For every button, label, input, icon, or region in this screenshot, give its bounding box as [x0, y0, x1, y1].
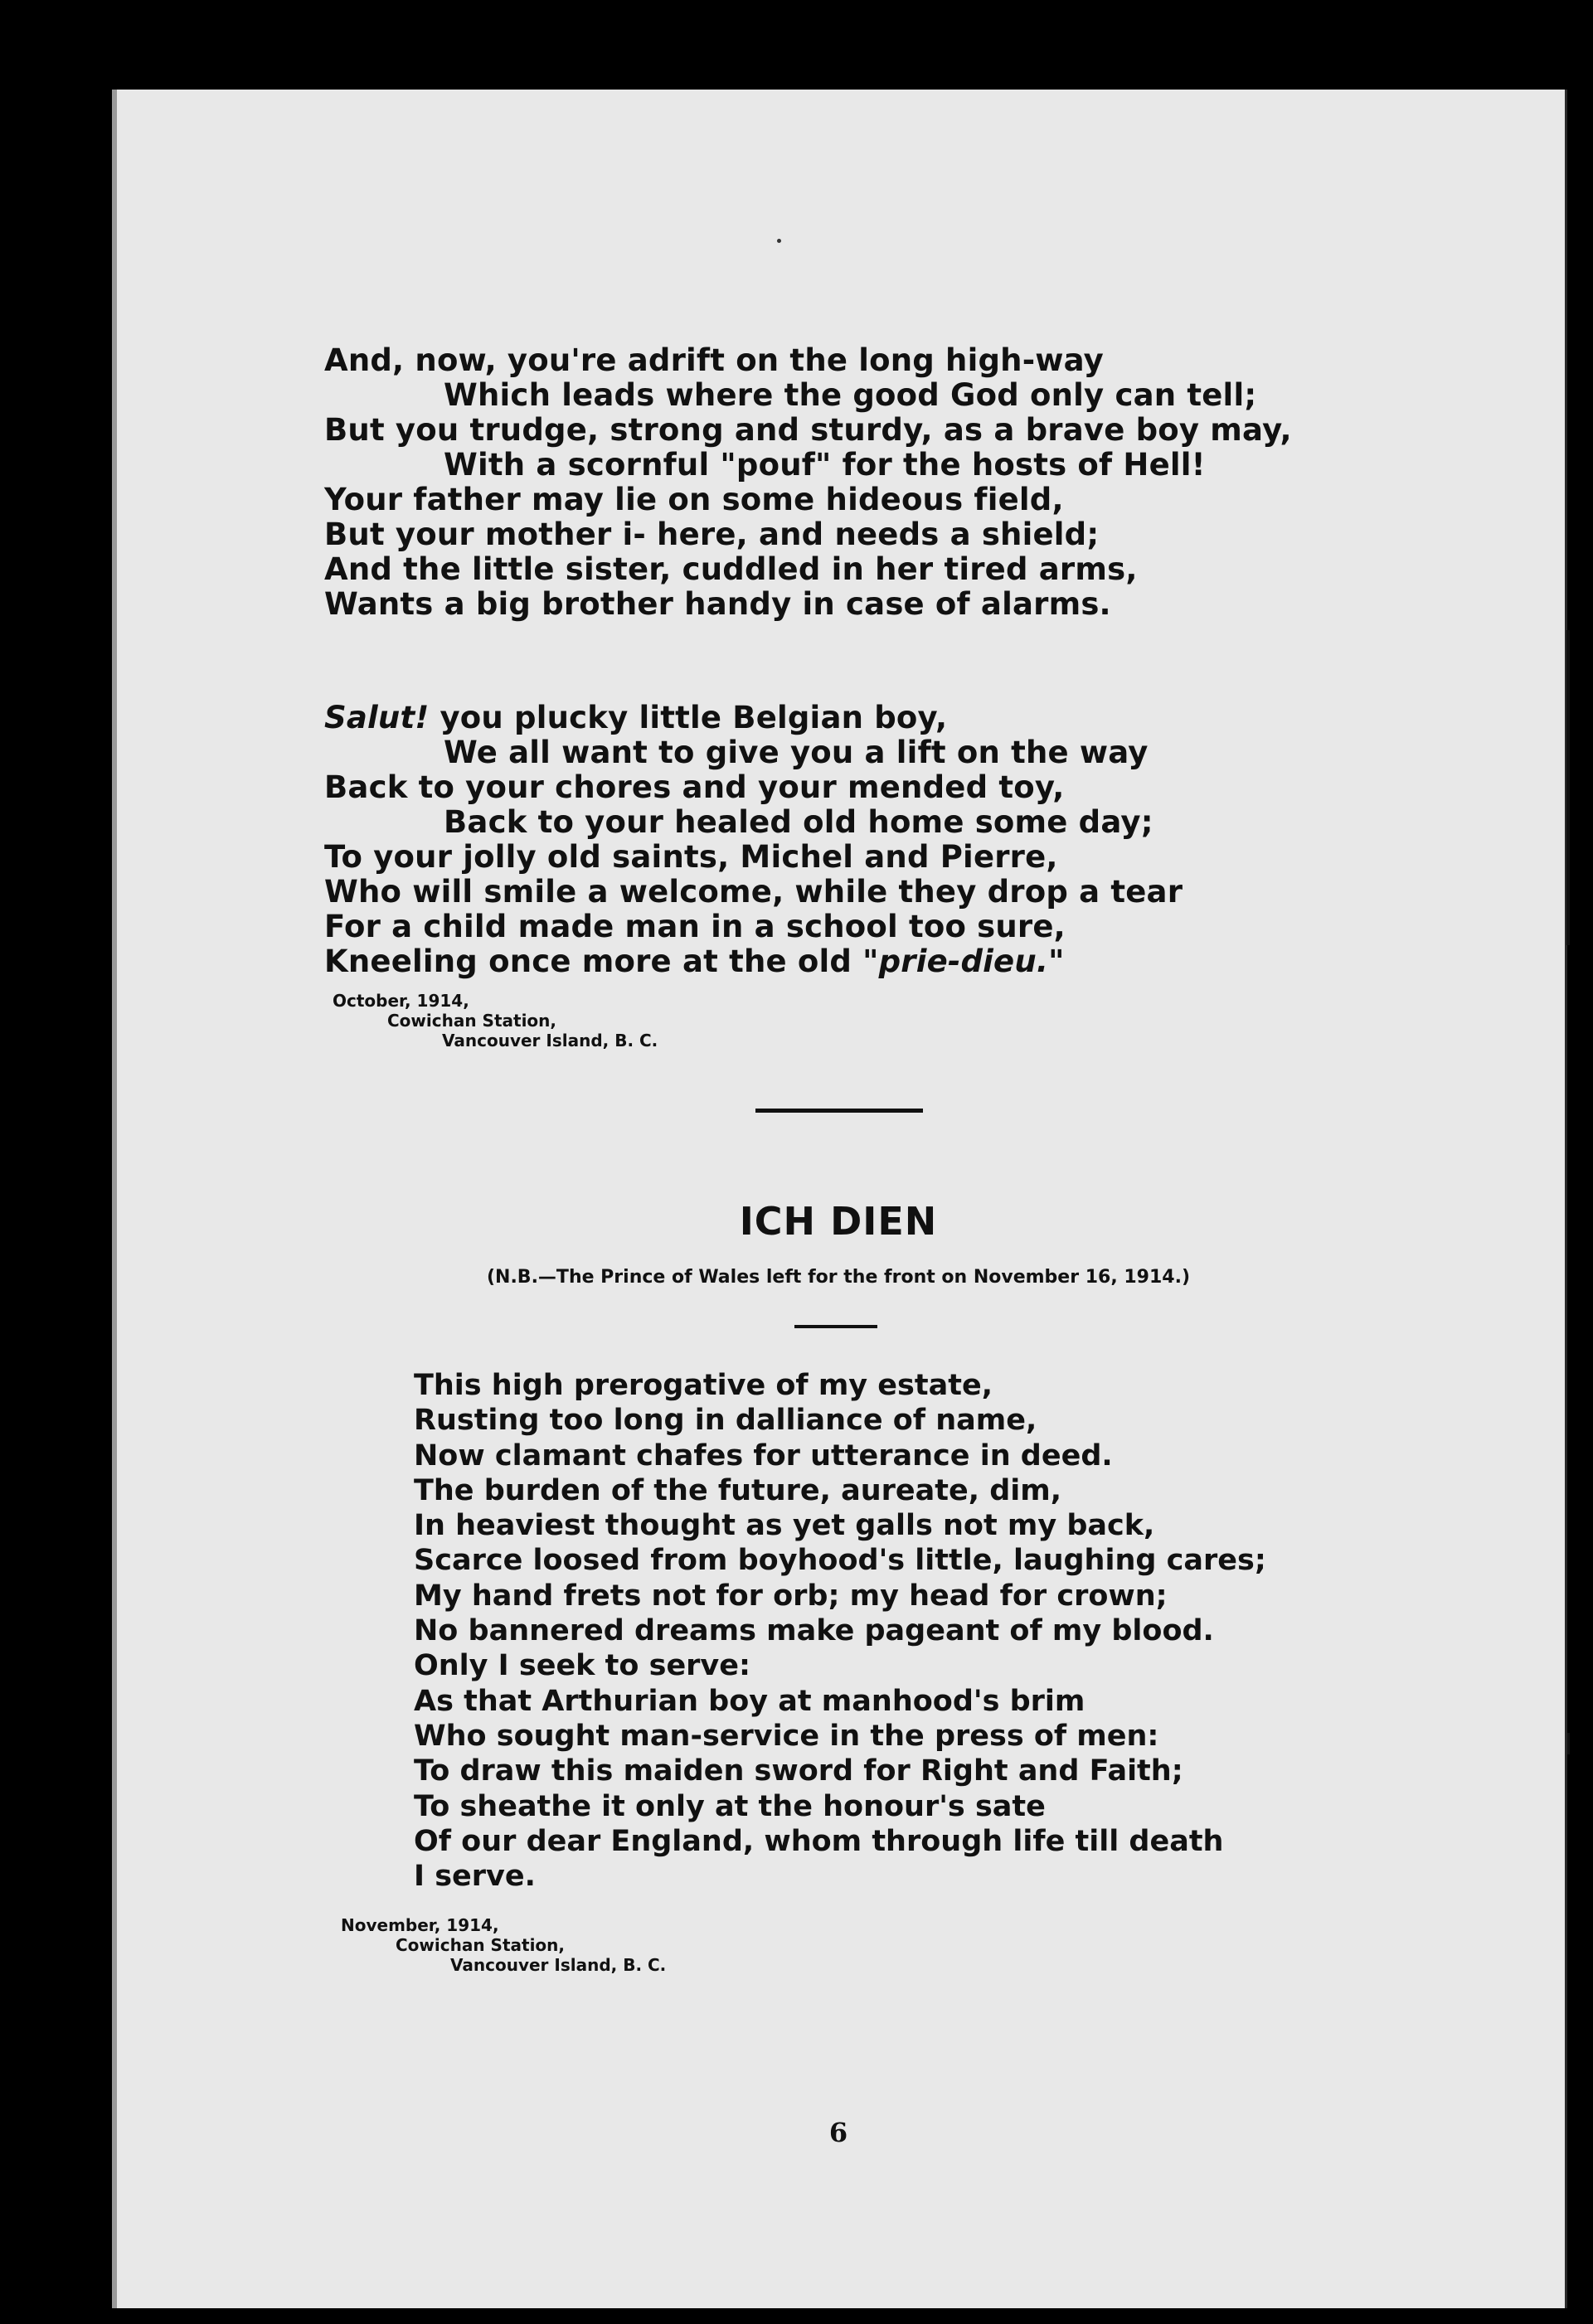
poem-line: To your jolly old saints, Michel and Pierre,	[324, 839, 1058, 875]
salut-word: Salut!	[324, 700, 430, 735]
poem-stanza-1	[324, 343, 1292, 622]
poem-line: In heaviest thought as yet galls not my back,	[414, 1509, 1155, 1543]
signature-station: Cowichan Station,	[387, 1011, 556, 1031]
poem-ich-dien	[414, 1368, 1266, 1894]
poem-line: For a child made man in a school too sure,	[324, 909, 1066, 944]
poem-line: With a scornful "pouf" for the hosts of Hell!	[444, 447, 1206, 483]
signature-date: November, 1914,	[341, 1915, 499, 1935]
signature-station: Cowichan Station,	[396, 1935, 565, 1955]
page-number: 6	[828, 2117, 848, 2148]
poem-line: To sheathe it only at the honour's sate	[414, 1789, 1046, 1823]
poem-line: No bannered dreams make pageant of my blood.	[414, 1614, 1214, 1648]
poem-line: The burden of the future, aureate, dim,	[414, 1473, 1062, 1507]
poem-title: ICH DIEN	[739, 1199, 938, 1244]
poem-line: Only I seek to serve:	[414, 1649, 750, 1683]
document-page	[112, 90, 1567, 2308]
poem-line: To draw this maiden sword for Right and Faith;	[414, 1754, 1183, 1788]
signature-block-1	[333, 991, 658, 1050]
poem-line: Which leads where the good God only can tell;	[444, 377, 1257, 413]
poem-line: Who will smile a welcome, while they drop a tear	[324, 874, 1183, 910]
poem-line: We all want to give you a lift on the way	[444, 735, 1149, 770]
poem-line: Scarce loosed from boyhood's little, laughing cares;	[414, 1544, 1266, 1578]
poem-line: Now clamant chafes for utterance in deed.	[414, 1439, 1113, 1473]
poem-line-text: you plucky little Belgian boy,	[429, 700, 948, 735]
poem-line: Rusting too long in dalliance of name,	[414, 1404, 1037, 1438]
poem-line: Your father may lie on some hideous field,	[324, 482, 1064, 517]
poem-line: But your mother i- here, and needs a shield;	[324, 517, 1100, 552]
poem-line: Of our dear England, whom through life till death	[414, 1824, 1224, 1858]
poem-line: My hand frets not for orb; my head for crown;	[414, 1579, 1168, 1613]
poem-line: I serve.	[414, 1860, 536, 1894]
signature-block-2	[341, 1915, 666, 1975]
poem-line: As that Arthurian boy at manhood's brim	[414, 1684, 1085, 1718]
poem-stanza-2	[324, 701, 1183, 979]
poem-line	[324, 944, 1183, 979]
signature-place: Vancouver Island, B. C.	[442, 1031, 658, 1050]
poem-line: Who sought man-service in the press of men:	[414, 1719, 1159, 1753]
poem-line: Wants a big brother handy in case of alarms.	[324, 586, 1111, 622]
poem-line: And the little sister, cuddled in her tired arms,	[324, 551, 1138, 587]
poem-line: Back to your healed old home some day;	[444, 804, 1153, 840]
scan-mark	[1567, 1733, 1570, 1754]
poem-line	[324, 701, 1183, 735]
title-divider	[794, 1325, 877, 1328]
poem-line-text: Kneeling once more at the old "	[324, 944, 879, 979]
signature-place: Vancouver Island, B. C.	[450, 1955, 667, 1975]
prie-dieu-word: prie-dieu.	[878, 944, 1049, 979]
scan-mark	[1566, 630, 1570, 945]
poem-line: Back to your chores and your mended toy,	[324, 769, 1065, 805]
poem-line: And, now, you're adrift on the long high-way	[324, 342, 1104, 378]
poem-line: This high prerogative of my estate,	[414, 1369, 993, 1402]
signature-date: October, 1914,	[333, 991, 469, 1011]
scan-speck	[777, 239, 781, 243]
poem-note: (N.B.—The Prince of Wales left for the front on November 16, 1914.)	[486, 1267, 1191, 1288]
poem-line: But you trudge, strong and sturdy, as a brave boy may,	[324, 412, 1292, 448]
section-divider	[755, 1109, 923, 1113]
closing-quote: "	[1048, 944, 1065, 979]
